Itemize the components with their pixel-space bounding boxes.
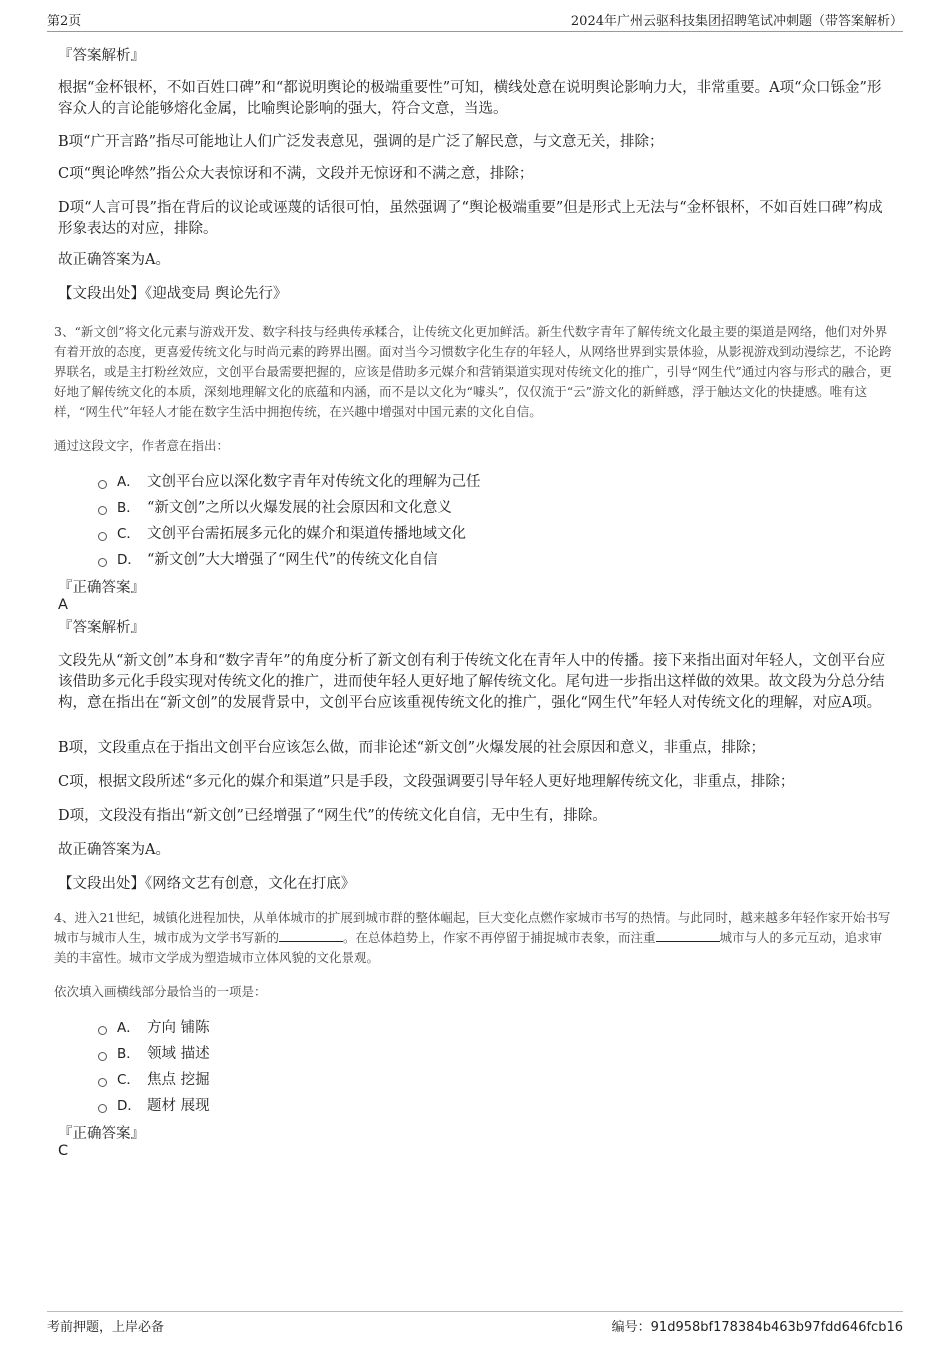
fill-blank-2 — [656, 929, 720, 942]
q4-prompt: 依次填入画横线部分最恰当的一项是： — [54, 984, 267, 999]
document-code-label: 编号： — [611, 1320, 651, 1335]
option-text: 文创平台需拓展多元化的媒介和渠道传播地域文化 — [147, 526, 466, 542]
option-text: “新文创”之所以火爆发展的社会原因和文化意义 — [147, 500, 452, 516]
q3-conclusion: 故正确答案为A。 — [58, 842, 170, 858]
radio-icon[interactable] — [98, 532, 107, 541]
q4-correct-label: 『正确答案』 — [58, 1126, 145, 1142]
fill-blank-1 — [279, 929, 343, 942]
radio-icon[interactable] — [98, 1104, 107, 1113]
radio-icon[interactable] — [98, 480, 107, 489]
option-letter: C． — [117, 1072, 140, 1088]
option-letter: B． — [117, 500, 140, 516]
q3-correct-label: 『正确答案』 — [58, 580, 145, 596]
q4-stem-part1: 4、进入21世纪，城镇化进程加快，从单体城市的扩展到城市群的整体崛起，巨大变化点燃作家城市书写的热情。与此同时，越来越多年轻作家开始书写城市与城市人生，城市成为文学书写新的 — [54, 910, 891, 945]
radio-icon[interactable] — [98, 1052, 107, 1061]
q2-analysis-p1: 根据“金杯银杯，不如百姓口碑”和“都说明舆论的极端重要性”可知，横线处意在说明舆论影响力大，非常重要。A项“众口铄金”形容众人的言论能够熔化金属，比喻舆论影响的强大，符合文意，当选。 — [58, 80, 882, 117]
option-letter: D． — [117, 1098, 141, 1114]
footer-slogan: 考前押题，上岸必备 — [47, 1320, 165, 1335]
q4-option-b[interactable] — [98, 1044, 210, 1064]
q3-option-a[interactable] — [98, 472, 481, 492]
page-footer — [47, 1311, 903, 1335]
radio-icon[interactable] — [98, 1026, 107, 1035]
radio-icon[interactable] — [98, 558, 107, 567]
q4-option-c[interactable] — [98, 1070, 210, 1090]
q4-option-d[interactable] — [98, 1096, 210, 1116]
option-text: 焦点 挖掘 — [147, 1072, 210, 1088]
q4-stem-part3: 城市与人的多元互动，追求审美的丰富性。城市文学成为塑造城市立体风貌的文化景观。 — [54, 930, 883, 965]
option-letter: A． — [117, 1020, 140, 1036]
q2-analysis-p3: C项“舆论哗然”指公众大表惊讶和不满，文段并无惊讶和不满之意，排除； — [58, 166, 534, 182]
q3-option-d[interactable] — [98, 550, 438, 570]
option-text: 领域 描述 — [147, 1046, 210, 1062]
option-letter: B． — [117, 1046, 140, 1062]
option-letter: C． — [117, 526, 140, 542]
q4-option-a[interactable] — [98, 1018, 210, 1038]
q3-option-b[interactable] — [98, 498, 452, 518]
document-code-value: 91d958bf178384b463b97fdd646fcb16 — [650, 1320, 903, 1335]
document-title: 2024年广州云驱科技集团招聘笔试冲刺题（带答案解析） — [570, 14, 903, 29]
q3-analysis-p2: B项，文段重点在于指出文创平台应该怎么做，而非论述“新文创”火爆发展的社会原因和意义，非重点，排除； — [58, 740, 765, 756]
option-letter: A． — [117, 474, 140, 490]
q3-analysis-p3: C项，根据文段所述“多元化的媒介和渠道”只是手段，文段强调要引导年轻人更好地理解传统文化，非重点，排除； — [58, 774, 795, 790]
q2-conclusion: 故正确答案为A。 — [58, 252, 170, 268]
q2-analysis-label: 『答案解析』 — [58, 48, 145, 64]
q3-analysis-label: 『答案解析』 — [58, 620, 145, 636]
q4-correct-answer: C — [58, 1143, 69, 1159]
option-text: 文创平台应以深化数字青年对传统文化的理解为己任 — [147, 474, 481, 490]
option-text: 方向 铺陈 — [147, 1020, 210, 1036]
q2-analysis-p2: B项“广开言路”指尽可能地让人们广泛发表意见，强调的是广泛了解民意，与文意无关，排除； — [58, 134, 664, 150]
q4-stem-part2: 。在总体趋势上，作家不再停留于捕捉城市表象，而注重 — [343, 930, 656, 945]
q3-source: 【文段出处】《网络文艺有创意，文化在打底》 — [58, 876, 356, 892]
q3-analysis-p4: D项，文段没有指出“新文创”已经增强了“网生代”的传统文化自信，无中生有，排除。 — [58, 808, 607, 824]
option-letter: D． — [117, 552, 141, 568]
radio-icon[interactable] — [98, 1078, 107, 1087]
q4-stem — [54, 908, 894, 968]
q3-analysis-p1: 文段先从“新文创”本身和“数字青年”的角度分析了新文创有利于传统文化在青年人中的传播。接下来指出面对年轻人，文创平台应该借助多元化手段实现对传统文化的推广，进而使年轻人更好地了解传统文化。尾句进一步指出这样做的效果。故文段为分总分结构，意在指出在“新文创”的发展背景中，文创平台应该重视传统文化的推广，强化“网生代”年轻人对传统文化的理解，对应A项。 — [58, 653, 886, 711]
q3-prompt: 通过这段文字，作者意在指出： — [54, 438, 230, 453]
q2-analysis-p4: D项“人言可畏”指在背后的议论或诬蔑的话很可怕，虽然强调了“舆论极端重要”但是形式上无法与“金杯银杯，不如百姓口碑”构成形象表达的对应，排除。 — [58, 200, 883, 237]
radio-icon[interactable] — [98, 506, 107, 515]
document-code — [612, 1316, 903, 1335]
q3-option-c[interactable] — [98, 524, 466, 544]
q3-stem: 3、“新文创”将文化元素与游戏开发、数字科技与经典传承糅合，让传统文化更加鲜活。新生代数字青年了解传统文化最主要的渠道是网络，他们对外界有着开放的态度，更喜爱传统文化与时尚元素的跨界出圈。面对当今习惯数字化生存的年轻人，从网络世界到实景体验，从影视游戏到动漫综艺，不论跨界联名，或是主打粉丝效应，文创平台最需要把握的，应该是借助多元媒介和营销渠道实现对传统文化的推广，引导“网生代”通过内容与形式的融合，更好地了解传统文化的本质，深刻地理解文化的底蕴和内涵，而不是以文化为“噱头”，仅仅流于“云”游文化的新鲜感，浮于触达文化的快捷感。唯有这样，“网生代”年轻人才能在数字生活中拥抱传统，在兴趣中增强对中国元素的文化自信。 — [54, 324, 892, 419]
page-header — [47, 10, 903, 32]
page-number: 第2页 — [47, 14, 82, 29]
option-text: “新文创”大大增强了“网生代”的传统文化自信 — [147, 552, 438, 568]
q2-source: 【文段出处】《迎战变局 舆论先行》 — [58, 286, 288, 302]
option-text: 题材 展现 — [147, 1098, 210, 1114]
q3-correct-answer: A — [58, 597, 68, 613]
